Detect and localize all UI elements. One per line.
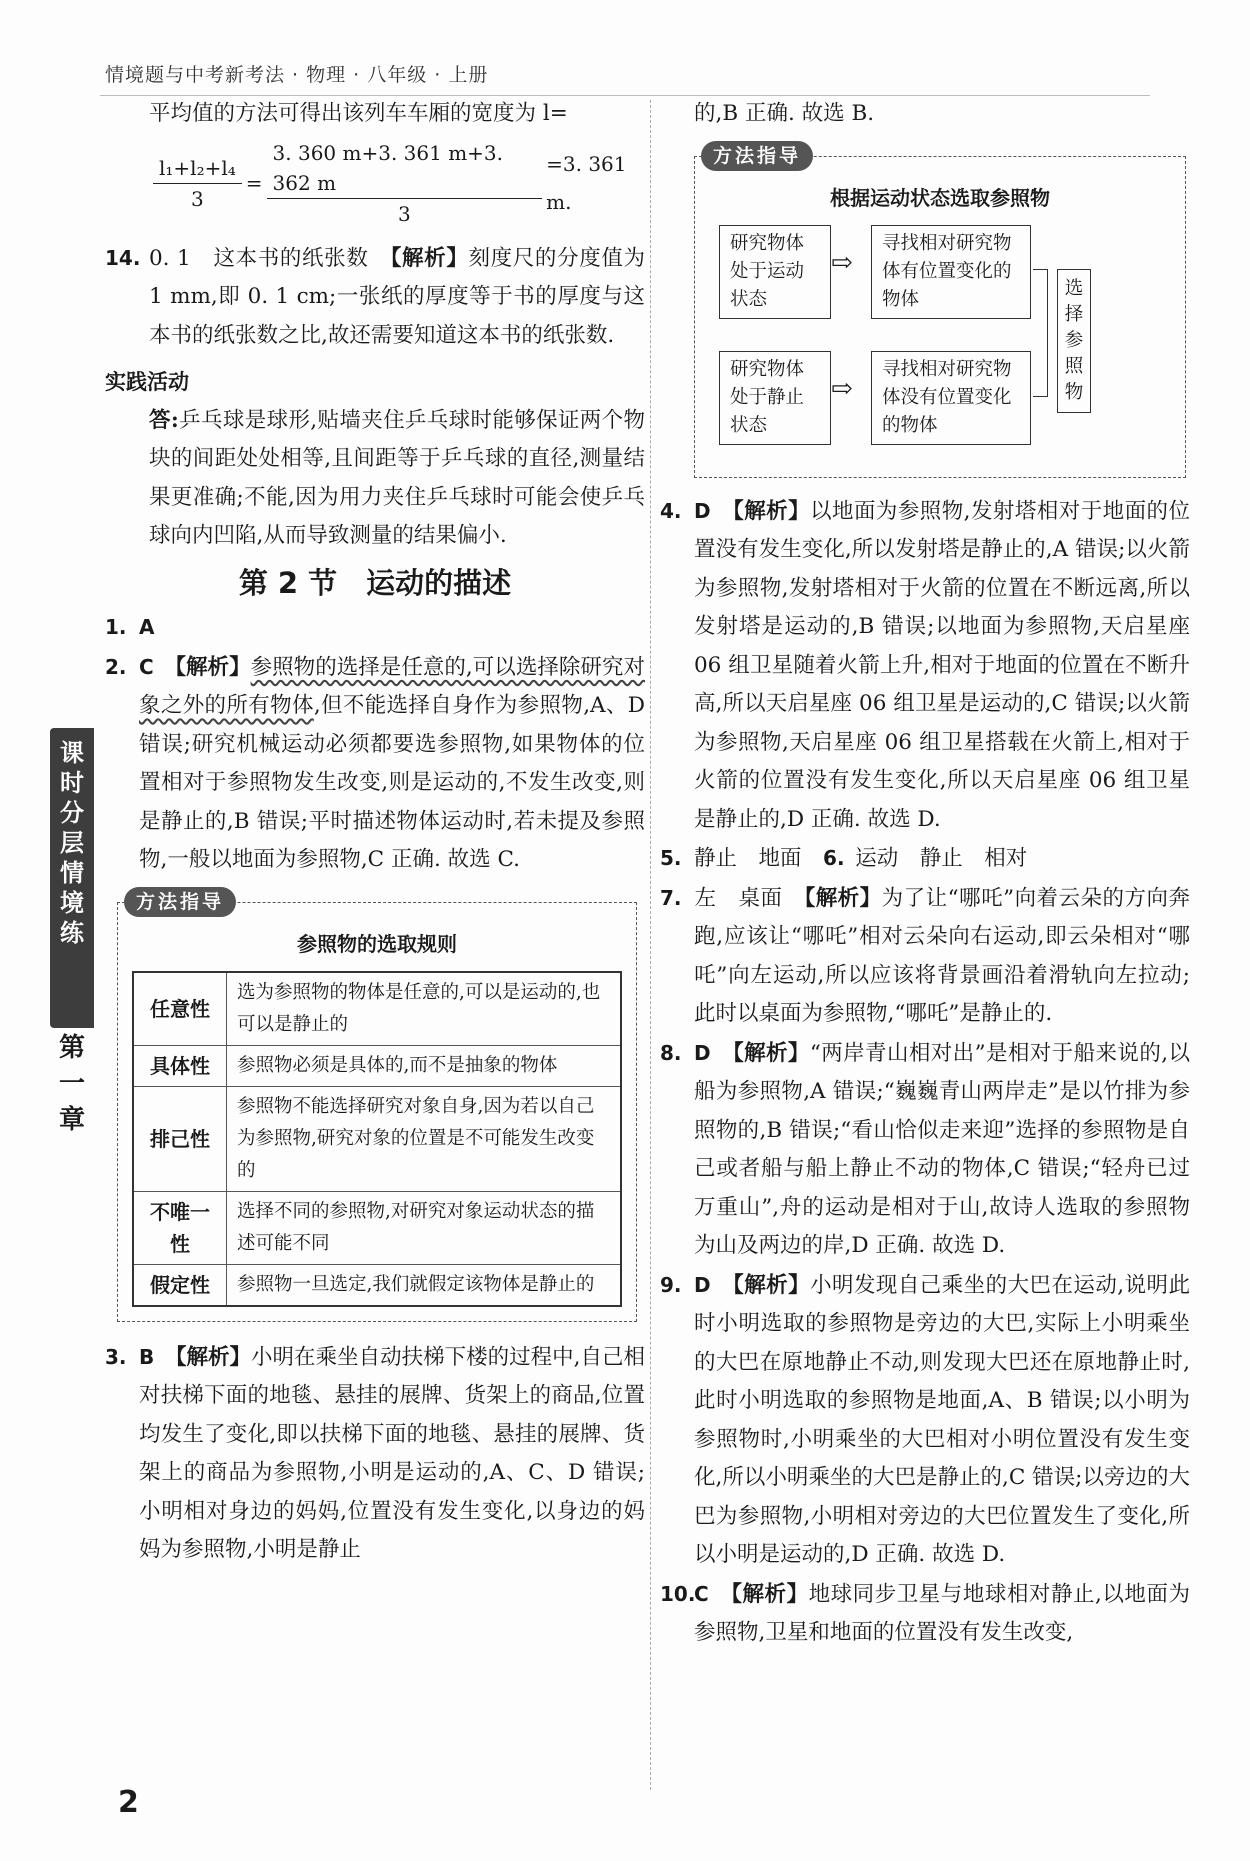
right-column bbox=[660, 95, 1190, 1653]
question-number: 8. bbox=[660, 1040, 682, 1065]
analysis-tag: 【解析】 bbox=[731, 1581, 809, 1607]
table-row bbox=[133, 1086, 621, 1191]
question-number: 14. bbox=[105, 245, 141, 270]
bracket-connector bbox=[1033, 269, 1048, 397]
rule-key: 排己性 bbox=[133, 1086, 227, 1191]
answer-value: A bbox=[139, 615, 155, 639]
answer-value: D bbox=[694, 1272, 711, 1297]
analysis-tag: 【解析】 bbox=[733, 498, 811, 524]
fraction-1 bbox=[153, 153, 242, 214]
rules-title: 参照物的选取规则 bbox=[297, 931, 457, 956]
question-number: 6. bbox=[823, 846, 845, 870]
arrow-right-icon: ⇨ bbox=[831, 247, 853, 278]
page-number: 2 bbox=[118, 1785, 139, 1820]
column-divider bbox=[650, 100, 651, 1790]
answer-label: 答: bbox=[149, 407, 179, 433]
analysis-tag: 【解析】 bbox=[732, 1040, 810, 1066]
continuation-text: 平均值的方法可得出该列车车厢的宽度为 l= bbox=[149, 101, 568, 126]
analysis-tag: 【解析】 bbox=[390, 245, 469, 271]
method-guide-box bbox=[694, 144, 1186, 478]
analysis-text: 刻度尺的分度值为 1 mm,即 0. 1 cm;一张纸的厚度等于书的厚度与这本书的纸张数之比,故还需要知道这本书的纸张数. bbox=[149, 245, 645, 348]
answer-7 bbox=[660, 879, 1190, 1034]
question-number: 4. bbox=[660, 498, 682, 523]
side-tab bbox=[50, 728, 94, 1028]
side-chapter-label: 第一章 bbox=[59, 1033, 86, 1135]
analysis-tag: 【解析】 bbox=[804, 885, 882, 911]
underlined-text: 参照物的选择是任意的,可以选择除研究对象之外的所有物体 bbox=[139, 654, 645, 718]
answer-value: D bbox=[694, 1040, 711, 1065]
left-column bbox=[105, 95, 645, 1570]
flow-box-moving: 研究物体处于运动状态 bbox=[719, 225, 831, 319]
method-guide-box bbox=[117, 890, 637, 1322]
question-number: 9. bbox=[660, 1272, 682, 1297]
fraction-2 bbox=[267, 138, 543, 229]
question-number: 2. bbox=[105, 654, 127, 679]
method-guide-tag: 方法指导 bbox=[124, 887, 236, 917]
rule-key: 假定性 bbox=[133, 1264, 227, 1306]
analysis-tag: 【解析】 bbox=[175, 654, 251, 680]
rules-table bbox=[132, 971, 622, 1307]
question-number: 5. bbox=[660, 846, 682, 870]
rule-value: 选择不同的参照物,对研究对象运动状态的描述可能不同 bbox=[227, 1191, 622, 1264]
practice-text: 乒乓球是球形,贴墙夹住乒乓球时能够保证两个物块的间距处处相等,且间距等于乒乓球的直径,测量结果更准确;不能,因为用力夹住乒乓球时可能会使乒乓球向内凹陷,从而导致测量的结果偏小. bbox=[149, 407, 645, 548]
analysis-text: “两岸青山相对出”是相对于船来说的,以船为参照物,A 错误;“巍巍青山两岸走”是以竹排为参照物的,B 错误;“看山恰似走来迎”选择的参照物是自己或者船与船上静止不动的物体,C 错误;“轻舟已过万重山”,舟的运动是相对于山,故诗人选取的参照物为山及两边的岸,D 正确. 故选 D. bbox=[694, 1040, 1190, 1258]
flow-box-static: 研究物体处于静止状态 bbox=[719, 351, 831, 445]
answer-value: 静止 地面 bbox=[694, 846, 802, 871]
rule-key: 任意性 bbox=[133, 972, 227, 1046]
continuation-text: 的,B 正确. 故选 B. bbox=[694, 101, 875, 126]
answer-value: 0. 1 这本书的纸张数 bbox=[149, 245, 369, 271]
arrow-right-icon: ⇨ bbox=[831, 373, 853, 404]
answer-9 bbox=[660, 1266, 1190, 1575]
rule-value: 参照物一旦选定,我们就假定该物体是静止的 bbox=[227, 1264, 622, 1306]
rule-key: 不唯一性 bbox=[133, 1191, 227, 1264]
table-row bbox=[133, 972, 621, 1046]
analysis-tag: 【解析】 bbox=[733, 1272, 811, 1298]
table-row bbox=[133, 1045, 621, 1086]
answer-value: C bbox=[139, 654, 154, 679]
analysis-text: 小明发现自己乘坐的大巴在运动,说明此时小明选取的参照物是旁边的大巴,实际上小明乘坐的大巴在原地静止不动,则发现大巴还在原地静止时,此时小明选取的参照物是地面,A、B 错误;以小明为参照物时,小明乘坐的大巴相对小明位置没有发生变化,所以小明乘坐的大巴是静止的,C 错误;以旁边的大巴为参照物,小明相对旁边的大巴位置发生了变化,所以小明是运动的,D 正确. 故选 D. bbox=[694, 1272, 1190, 1567]
answer-value: 左 桌面 bbox=[694, 885, 783, 911]
flow-box-find-unchanging: 寻找相对研究物体没有位置变化的物体 bbox=[871, 351, 1031, 445]
answer-value: 运动 静止 相对 bbox=[855, 846, 1028, 871]
method-guide-tag: 方法指导 bbox=[701, 141, 813, 171]
rule-value: 参照物必须是具体的,而不是抽象的物体 bbox=[227, 1045, 622, 1086]
rule-value: 参照物不能选择研究对象自身,因为若以自己为参照物,研究对象的位置是不可能发生改变的 bbox=[227, 1086, 622, 1191]
practice-answer bbox=[105, 402, 645, 556]
answer-10 bbox=[660, 1575, 1190, 1653]
fraction-2-numerator: 3. 360 m+3. 361 m+3. 362 m bbox=[267, 138, 543, 199]
flow-box-find-changing: 寻找相对研究物体有位置变化的物体 bbox=[871, 225, 1031, 319]
analysis-text: 小明在乘坐自动扶梯下楼的过程中,自己相对扶梯下面的地毯、悬挂的展牌、货架上的商品,位置均发生了变化,即以扶梯下面的地毯、悬挂的展牌、货架上的商品为参照物,小明是运动的,A、C、D 错误;小明相对身边的妈妈,位置没有发生变化,以身边的妈妈为参照物,小明是静止 bbox=[139, 1344, 645, 1562]
answer-1 bbox=[105, 608, 645, 648]
answer-3 bbox=[105, 1338, 645, 1570]
answer-2 bbox=[105, 648, 645, 880]
answer-8 bbox=[660, 1034, 1190, 1266]
fraction-1-numerator: l₁+l₂+l₄ bbox=[153, 153, 242, 184]
analysis-text: 以地面为参照物,发射塔相对于地面的位置没有发生变化,所以发射塔是静止的,A 错误;以火箭为参照物,发射塔相对于火箭的位置在不断远离,所以发射塔是运动的,B 错误;以地面为参照物,天启星座 06 组卫星随着火箭上升,相对于地面的位置在不断升高,所以天启星座 06 组卫星是运动的,C 错误;以火箭为参照物,天启星座 06 组卫星搭载在火箭上,相对于火箭的位置没有发生变化,所以天启星座 06 组卫星是静止的,D 正确. 故选 D. bbox=[694, 498, 1190, 832]
answer-value: D bbox=[694, 498, 711, 523]
answer-5-6 bbox=[660, 839, 1190, 879]
average-formula: $\frac{\text{l₁+l₂+l₄}}{3}$ = $\frac{3. 360 m+3. 361 m+3. 362 m}{3}$ =3. 361 m. bbox=[149, 138, 645, 229]
answer-value: B bbox=[139, 1344, 155, 1369]
running-header: 情境题与中考新考法 · 物理 · 八年级 · 上册 bbox=[105, 64, 489, 86]
flow-title: 根据运动状态选取参照物 bbox=[830, 185, 1050, 210]
section-title: 第 2 节 运动的描述 bbox=[238, 565, 512, 600]
side-tab-label: 课时分层情境练 bbox=[60, 739, 84, 947]
flow-diagram bbox=[709, 225, 1171, 463]
fraction-2-denominator: 3 bbox=[397, 201, 411, 226]
table-row bbox=[133, 1191, 621, 1264]
rule-value: 选为参照物的物体是任意的,可以是运动的,也可以是静止的 bbox=[227, 972, 622, 1046]
answer-14 bbox=[105, 239, 645, 356]
practice-title: 实践活动 bbox=[105, 370, 189, 394]
formula-result: =3. 361 m. bbox=[546, 151, 627, 214]
side-chapter bbox=[50, 1030, 94, 1150]
analysis-text: 地球同步卫星与地球相对静止,以地面为参照物,卫星和地面的位置没有发生改变, bbox=[694, 1581, 1190, 1645]
answer-4 bbox=[660, 492, 1190, 840]
analysis-text: ,但不能选择自身作为参照物,A、D 错误;研究机械运动必须都要选参照物,如果物体的位置相对于参照物发生改变,则是运动的,不发生改变,则是静止的,B 错误;平时描述物体运动时,若未提及参照物,一般以地面为参照物,C 正确. 故选 C. bbox=[139, 693, 645, 872]
fraction-1-denominator: 3 bbox=[191, 186, 204, 211]
question-number: 3. bbox=[105, 1344, 127, 1369]
question-number: 7. bbox=[660, 885, 682, 910]
answer-value: C bbox=[694, 1581, 709, 1606]
analysis-text: 为了让“哪吒”向着云朵的方向奔跑,应该让“哪吒”相对云朵向右运动,即云朵相对“哪吒”向左运动,所以应该将背景画沿着滑轨向左拉动;此时以桌面为参照物,“哪吒”是静止的. bbox=[694, 885, 1190, 1026]
question-number: 1. bbox=[105, 615, 127, 639]
table-row bbox=[133, 1264, 621, 1306]
rule-key: 具体性 bbox=[133, 1045, 227, 1086]
question-number: 10. bbox=[660, 1581, 696, 1606]
flow-box-select-reference: 选择参照物 bbox=[1057, 269, 1091, 413]
analysis-tag: 【解析】 bbox=[175, 1344, 252, 1370]
